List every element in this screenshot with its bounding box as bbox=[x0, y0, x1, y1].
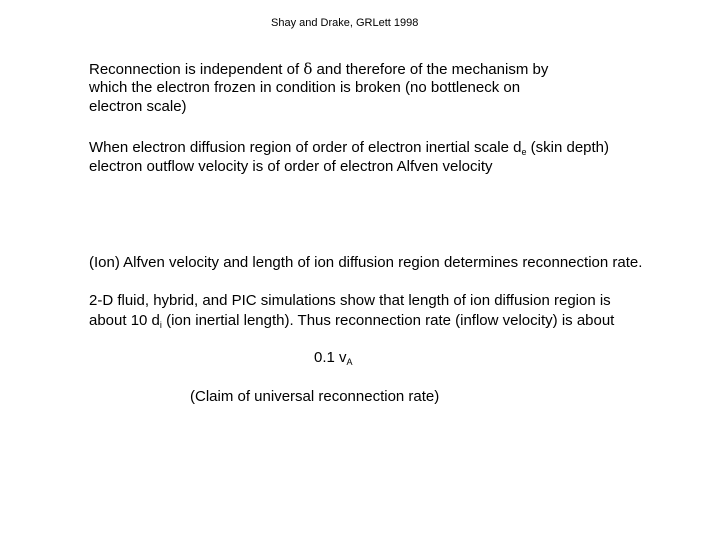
citation-header: Shay and Drake, GRLett 1998 bbox=[271, 17, 419, 29]
para2-subscript-e: e bbox=[521, 147, 527, 157]
para1-line1 bbox=[89, 60, 548, 79]
delta-symbol: δ bbox=[303, 60, 313, 78]
reconnection-rate-value bbox=[314, 349, 353, 367]
rate-subscript-a: A bbox=[346, 357, 353, 367]
para1-line1-post: and therefore of the mechanism by bbox=[312, 61, 549, 78]
para4-line2-pre: about 10 d bbox=[89, 312, 160, 329]
para4-line2-post: (ion inertial length). Thus reconnection rate (inflow velocity) is about bbox=[161, 312, 615, 329]
para2-line1-pre: When electron diffusion region of order of electron inertial scale d bbox=[89, 139, 522, 156]
para4-subscript-i: i bbox=[159, 320, 162, 330]
para2-line1-post: (skin depth) bbox=[526, 139, 610, 156]
para3-line1: (Ion) Alfven velocity and length of ion diffusion region determines reconnection rate. bbox=[89, 254, 643, 271]
para1-line1-pre: Reconnection is independent of bbox=[89, 61, 304, 78]
para4-line1: 2-D fluid, hybrid, and PIC simulations show that length of ion diffusion region is bbox=[89, 292, 611, 309]
para4-line2 bbox=[89, 312, 614, 330]
para2-line1 bbox=[89, 139, 609, 157]
universal-rate-claim: (Claim of universal reconnection rate) bbox=[190, 388, 440, 405]
para1-line2: which the electron frozen in condition is broken (no bottleneck on bbox=[89, 79, 521, 96]
rate-value-text: 0.1 v bbox=[314, 349, 347, 366]
para2-line2: electron outflow velocity is of order of electron Alfven velocity bbox=[89, 158, 493, 175]
para1-line3: electron scale) bbox=[89, 98, 187, 115]
